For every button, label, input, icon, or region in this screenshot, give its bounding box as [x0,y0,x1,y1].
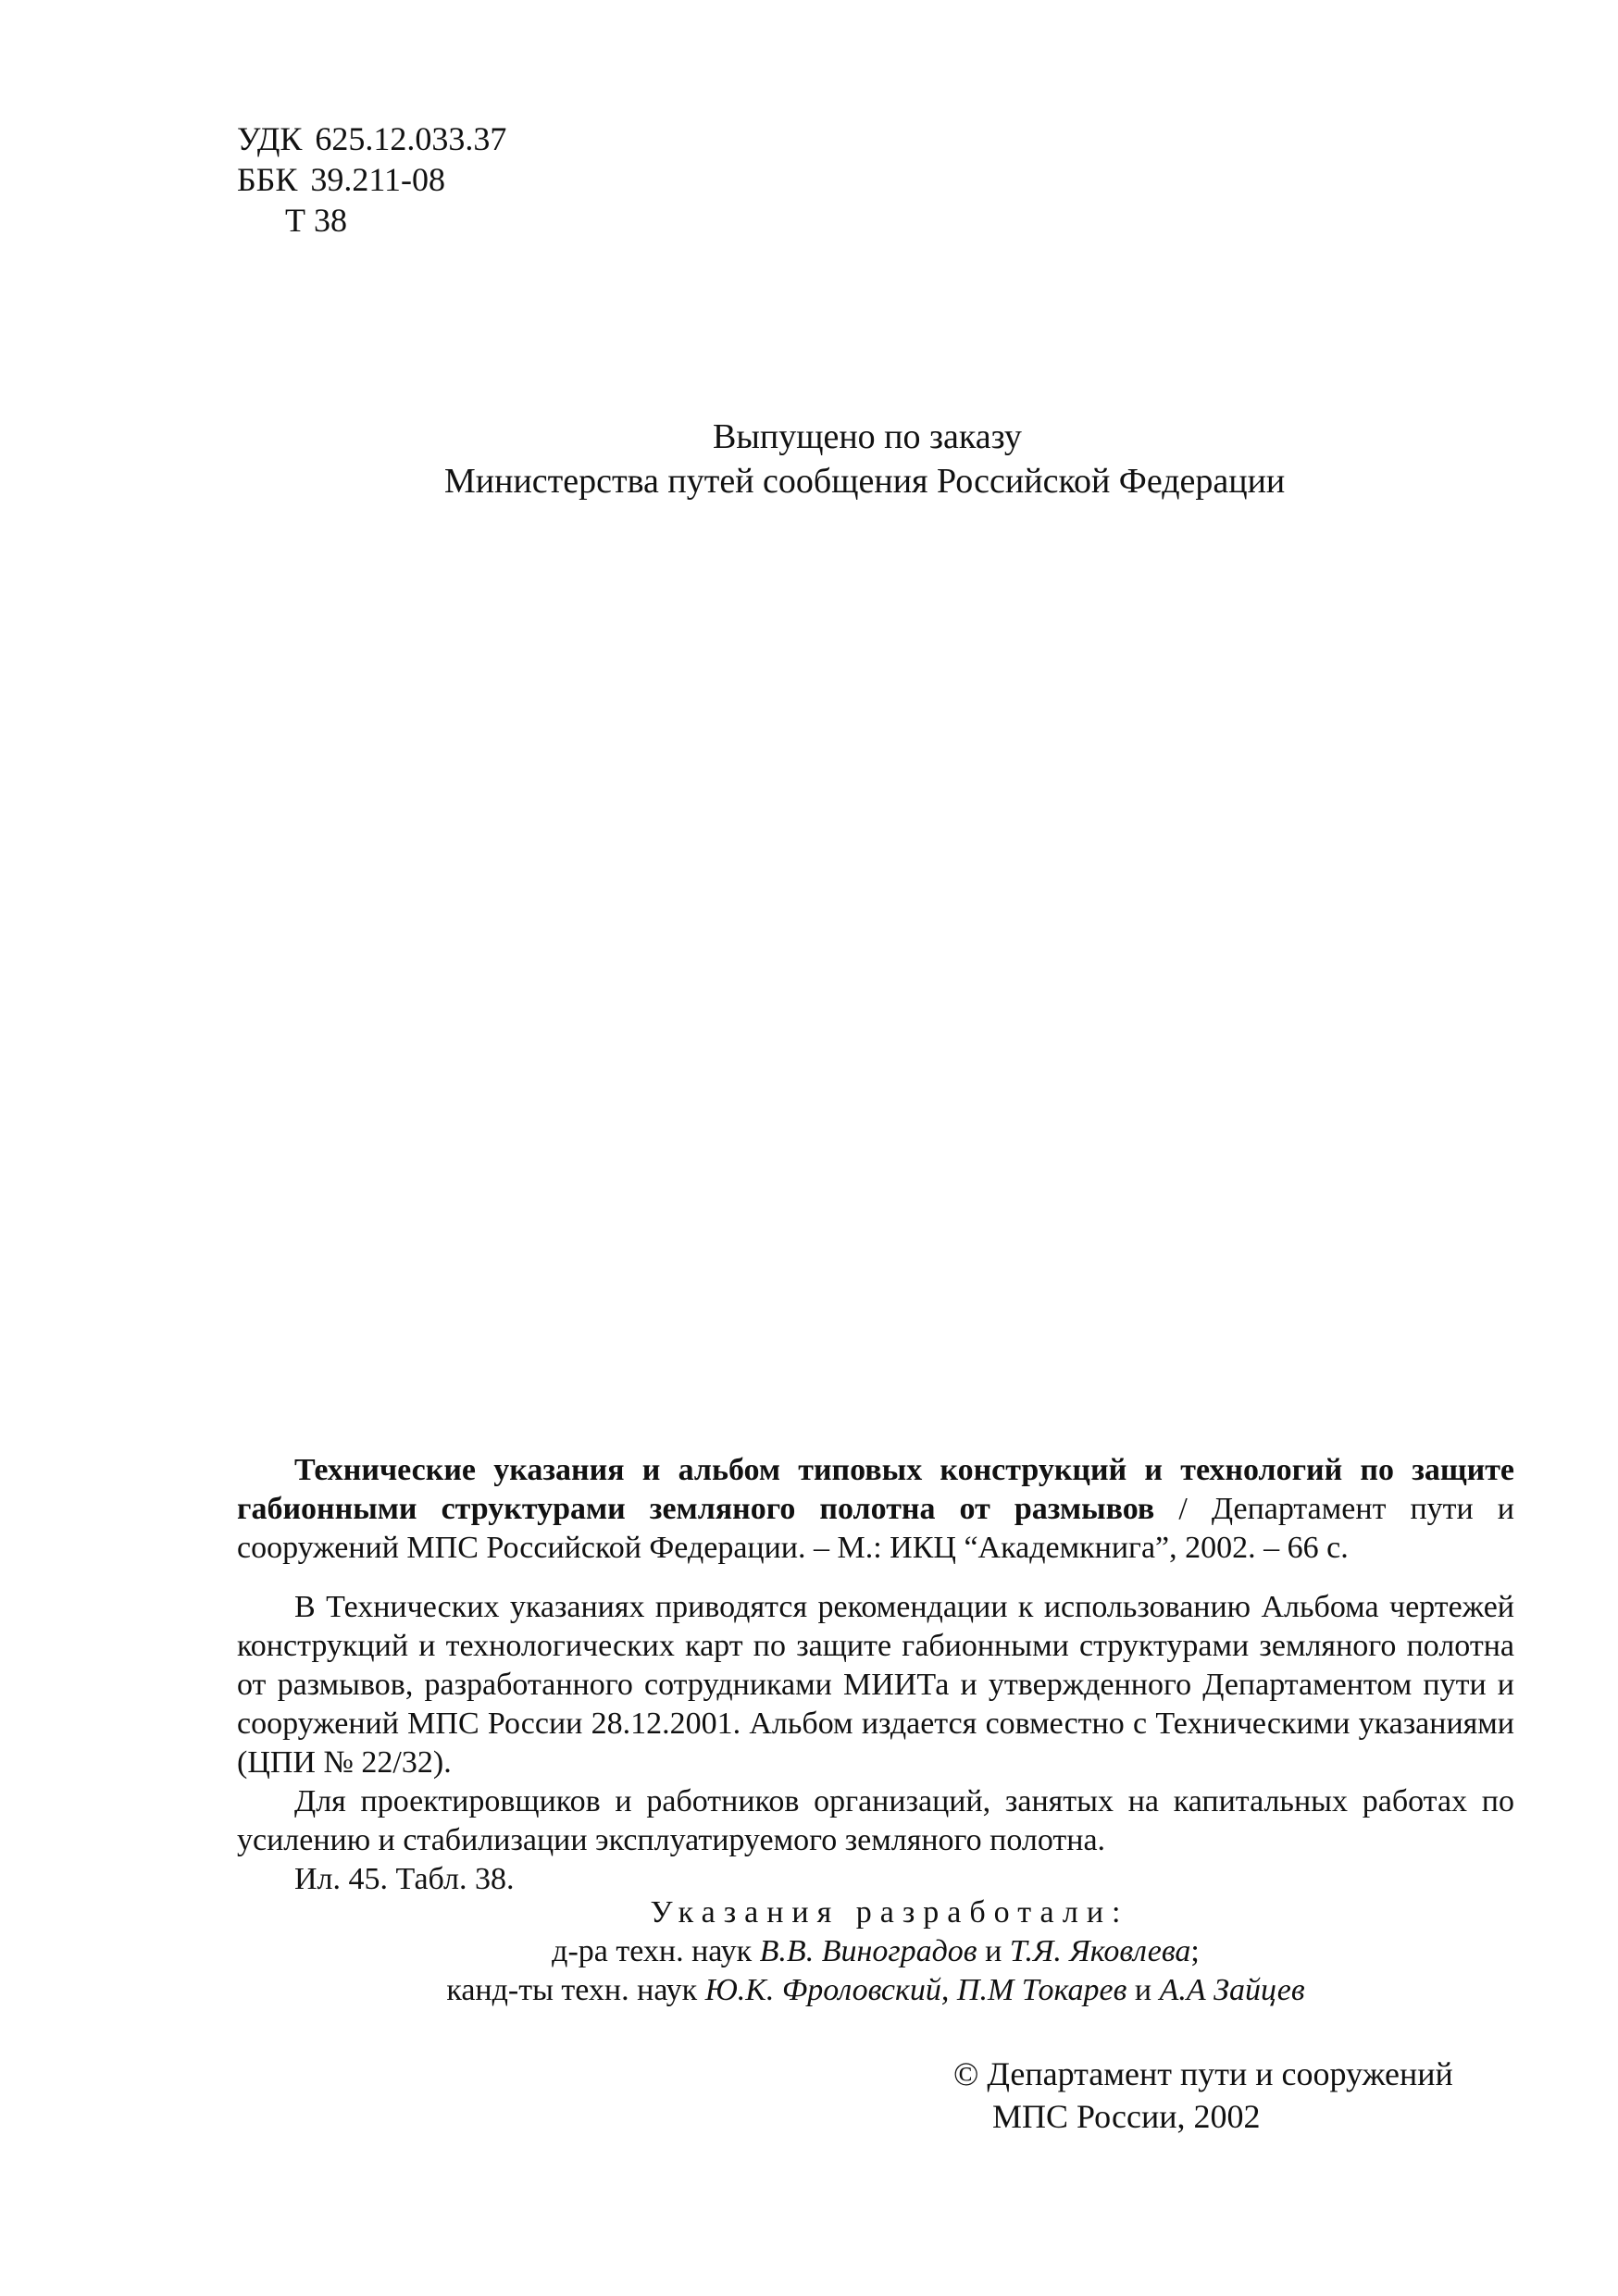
author-names: Ю.К. Фроловский, П.М Токарев [704,1973,1127,2007]
classification-block [237,118,506,241]
copyright-line-1: © Департамент пути и сооружений [953,2055,1453,2092]
authors-line-2 [237,1971,1514,2010]
bbk-value: 39.211-08 [310,161,446,198]
book-title: Технические указания и альбом типовых конструкций и технологий по защите габионными структурами земляного полотна от размывов [237,1453,1514,1526]
udk-value: 625.12.033.37 [315,120,507,157]
publication-details: / Департамент пути и сооружений МПС Российской Федерации. – М.: ИКЦ “Академкнига”, 2002. – 66 с. [237,1492,1514,1565]
authors-line-1 [237,1932,1514,1971]
author-name: Т.Я. Яковлева [1009,1934,1191,1968]
author-name: А.А Зайцев [1159,1973,1305,2007]
copyright-line-2: МПС России, 2002 [992,2098,1261,2135]
udk-row [237,118,506,159]
bbk-label: ББК [237,161,298,198]
issued-by-order-block [444,415,1314,503]
bibliographic-block [237,1451,1514,1899]
authors-line-1-prefix: д-ра техн. наук [552,1934,760,1968]
author-mark: Т 38 [285,202,347,239]
illustrations-count: Ил. 45. Табл. 38. [294,1862,515,1896]
author-name: В.В. Виноградов [759,1934,977,1968]
udk-label: УДК [237,120,303,157]
authors-line-2-prefix: канд-ты техн. наук [446,1973,705,2007]
abstract-paragraph: В Технических указаниях приводятся рекомендации к использованию Альбома чертежей конструкций и технологических карт по защите габионными структурами земляного полотна от размывов, разработанного сотрудниками МИИТа и утвержденного Департаментом пути и сооружений МПС России 28.12.2001. Альбом издается совместно с Техническими указаниями (ЦПИ № 22/32). [237,1590,1514,1780]
copyright-block [953,2053,1453,2138]
bbk-row [237,159,506,200]
bibliographic-record [237,1451,1514,1568]
issued-line-2: Министерства путей сообщения Российской Федерации [444,462,1286,501]
conjunction: и [977,1934,1010,1968]
audience-paragraph: Для проектировщиков и работников организаций, занятых на капитальных работах по усилению и стабилизации эксплуатируемого земляного полотна. [237,1784,1514,1857]
conjunction: и [1126,1973,1160,2007]
punctuation: ; [1190,1934,1200,1968]
authors-heading: Указания разработали: [650,1895,1129,1930]
issued-line-1: Выпущено по заказу [713,417,1022,456]
authors-block [237,1893,1514,2010]
